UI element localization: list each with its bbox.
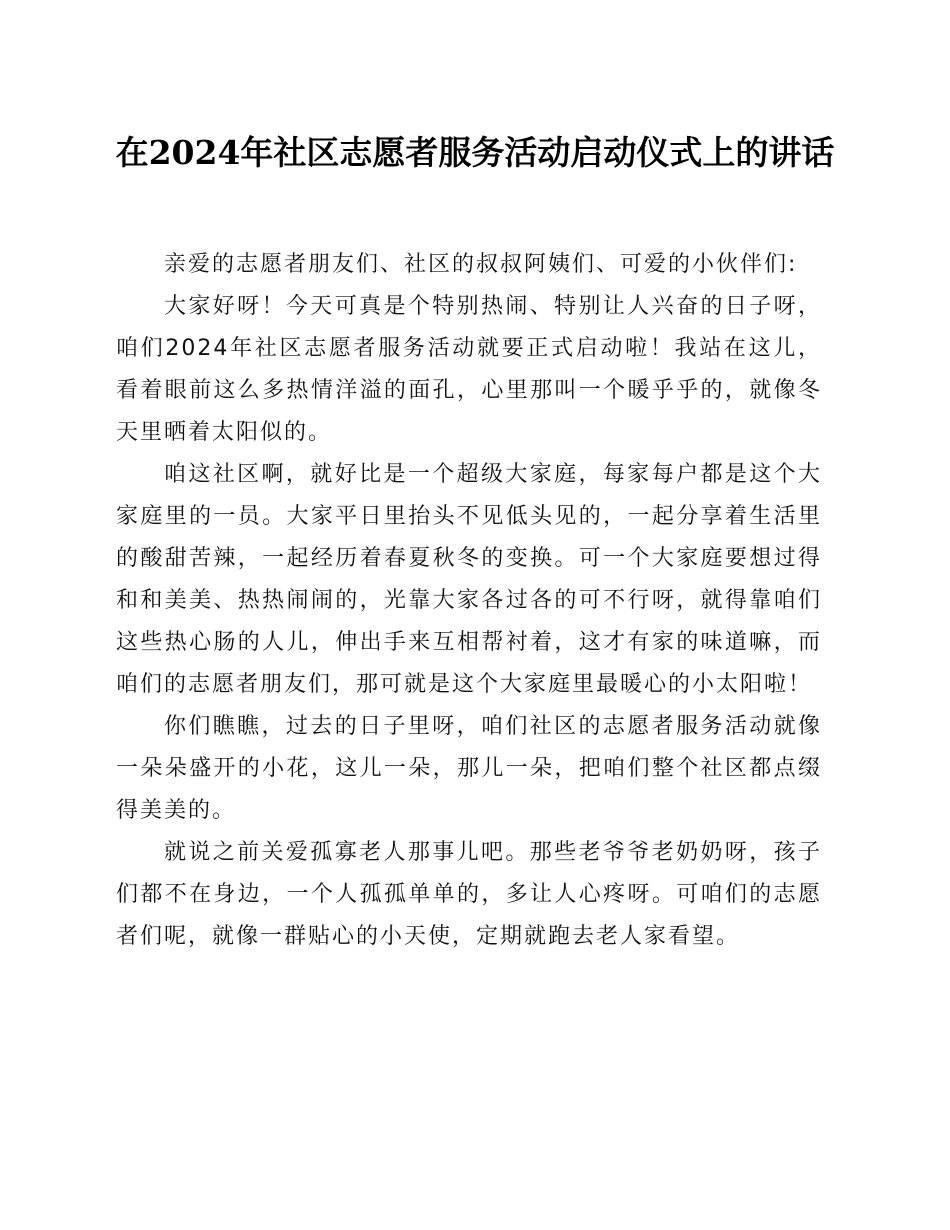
paragraph-community-family: 咱这社区啊，就好比是一个超级大家庭，每家每户都是这个大家庭里的一员。大家平日里抬头不见低头见的，一起分享着生活里的酸甜苦辣，一起经历着春夏秋冬的变换。可一个大家庭要想过得和和美美、热热闹闹的，光靠大家各过各的可不行呀，就得靠咱们这些热心肠的人儿，伸出手来互相帮衬着，这才有家的味道嘛，而咱们的志愿者朋友们，那可就是这个大家庭里最暖心的小太阳啦！ xyxy=(116,462,822,697)
paragraph-opening: 大家好呀！今天可真是个特别热闹、特别让人兴奋的日子呀，咱们2024年社区志愿者服务活动就要正式启动啦！我站在这儿，看着眼前这么多热情洋溢的面孔，心里那叫一个暖乎乎的，就像冬天里晒着太阳似的。 xyxy=(116,294,822,445)
paragraph-elderly-care: 就说之前关爱孤寡老人那事儿吧。那些老爷爷老奶奶呀，孩子们都不在身边，一个人孤孤单单的，多让人心疼呀。可咱们的志愿者们呢，就像一群贴心的小天使，定期就跑去老人家看望。 xyxy=(116,840,822,949)
paragraph-past-activities: 你们瞧瞧，过去的日子里呀，咱们社区的志愿者服务活动就像一朵朵盛开的小花，这儿一朵，那儿一朵，把咱们整个社区都点缀得美美的。 xyxy=(116,714,822,823)
document-body xyxy=(116,244,822,958)
document-title: 在2024年社区志愿者服务活动启动仪式上的讲话 xyxy=(115,133,835,172)
paragraph-greeting: 亲爱的志愿者朋友们、社区的叔叔阿姨们、可爱的小伙伴们: xyxy=(164,252,798,277)
